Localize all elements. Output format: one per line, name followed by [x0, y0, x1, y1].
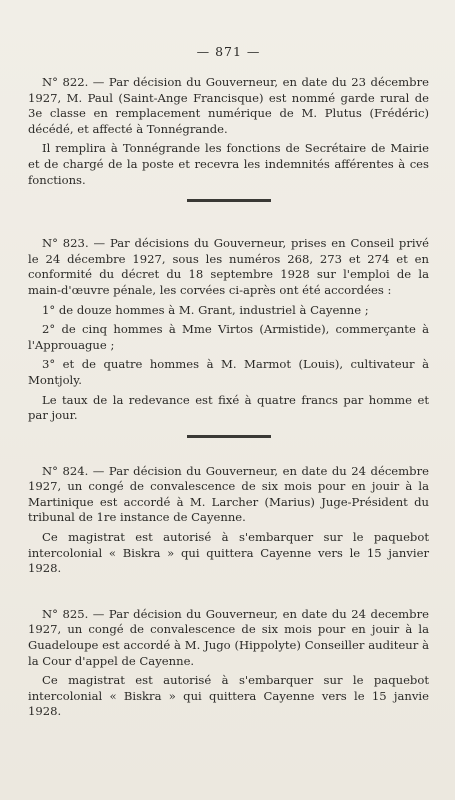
page-number: — 871 — [196, 44, 261, 59]
notice-823 [28, 236, 429, 438]
notice-822-text: N° 822. — Par décision du Gouverneur, en date du 23 décembre 1927, M. Paul (Saint-Ange Francisque) est nommé garde rural de 3e classe en remplacement numérique de M. Plutus (Frédéric) décédé, et affecté à Tonnégrande. [28, 75, 429, 136]
notice-825-text: N° 825. — Par décision du Gouverneur, en date du 24 decembre 1927, un congé de convalescence de six mois pour en jouir à la Guadeloupe est accordé à M. Jugo (Hippolyte) Conseiller auditeur à la Cour d'appel de Cayenne. [28, 606, 429, 668]
notice-825 [28, 607, 429, 720]
notice-824 [28, 464, 429, 577]
notice-823-item-1: 1° de douze hommes à M. Grant, industriel à Cayenne ; [42, 302, 369, 317]
notice-822-detail: Il remplira à Tonnégrande les fonctions de Secrétaire de Mairie et de chargé de la poste et recevra les indemnités afférentes à ces fonctions. [28, 141, 429, 187]
notice-823-item-2: 2° de cinq hommes à Mme Virtos (Armistide), commerçante à l'Approuague ; [28, 322, 429, 352]
notice-823-item-3: 3° et de quatre hommes à M. Marmot (Louis), cultivateur à Montjoly. [28, 357, 429, 387]
notice-824-detail: Ce magistrat est autorisé à s'embarquer sur le paquebot intercolonial « Biskra » qui quittera Cayenne vers le 15 janvier 1928. [28, 530, 429, 576]
notice-822 [28, 75, 429, 202]
notice-824-text: N° 824. — Par décision du Gouverneur, en date du 24 décembre 1927, un congé de convalescence de six mois pour en jouir à la Martinique est accordé à M. Larcher (Marius) Juge-Président du tribunal de 1re instance de Cayenne. [28, 463, 429, 525]
notice-823-text: N° 823. — Par décisions du Gouverneur, prises en Conseil privé le 24 décembre 1927, sous les numéros 268, 273 et 274 et en conformité du décret du 18 septembre 1928 sur l'emploi de la main-d'œuvre pénale, les corvées ci-après ont été accordées : [28, 236, 429, 297]
notice-823-rate: Le taux de la redevance est fixé à quatre francs par homme et par jour. [28, 392, 429, 423]
notice-825-detail: Ce magistrat est autorisé à s'embarquer sur le paquebot intercolonial « Biskra » qui quittera Cayenne vers le 15 janvie 1928. [28, 673, 429, 719]
